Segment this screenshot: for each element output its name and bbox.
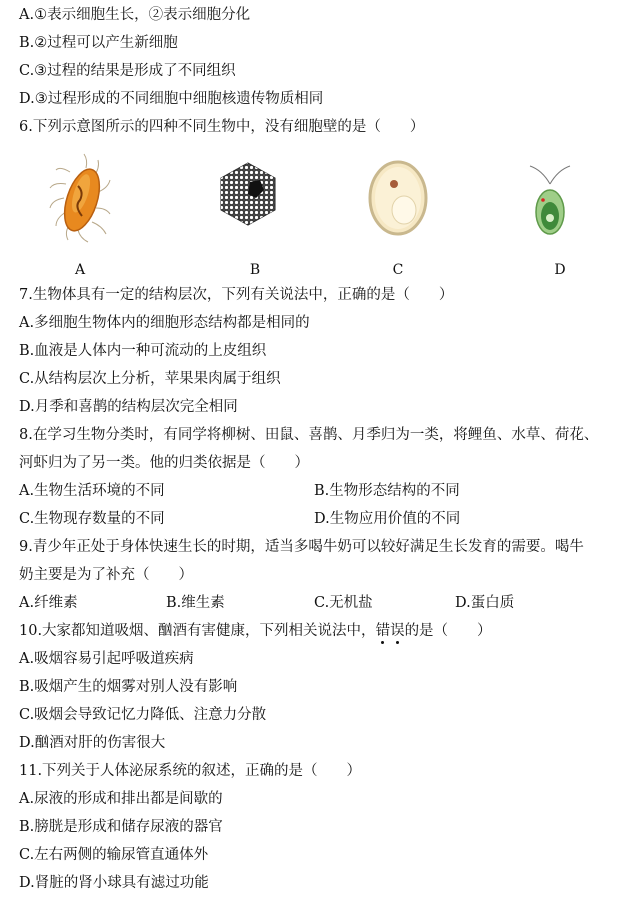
q8-option-c: C.生物现存数量的不同 <box>19 511 165 527</box>
figure-label-a: A <box>74 262 86 278</box>
q9-option-a: A.纤维素 <box>19 595 78 611</box>
q9-option-c: C.无机盐 <box>314 595 373 611</box>
q11-option-c: C.左右两侧的输尿管直通体外 <box>19 847 209 863</box>
q7-option-c: C.从结构层次上分析，苹果果肉属于组织 <box>19 371 281 387</box>
q9-stem-line1: 9.青少年正处于身体快速生长的时期，适当多喝牛奶可以较好满足生长发育的需要。喝牛 <box>19 539 584 555</box>
q6-stem: 6.下列示意图所示的四种不同生物中，没有细胞壁的是（ ） <box>19 119 425 135</box>
q8-stem-line1: 8.在学习生物分类时，有同学将柳树、田鼠、喜鹊、月季归为一类，将鲤鱼、水草、荷花、 <box>19 427 599 443</box>
q5-option-b: B.②过程可以产生新细胞 <box>19 35 178 51</box>
q11-option-a: A.尿液的形成和排出都是间歇的 <box>19 791 223 807</box>
yeast-cell-icon <box>366 158 430 238</box>
q10-option-b: B.吸烟产生的烟雾对别人没有影响 <box>19 679 238 695</box>
figure-label-c: C <box>392 262 404 278</box>
q9-option-d: D.蛋白质 <box>455 595 515 611</box>
figure-label-b: B <box>249 262 261 278</box>
q5-option-a: A.①表示细胞生长，②表示细胞分化 <box>19 7 251 23</box>
q9-option-b: B.维生素 <box>166 595 225 611</box>
q10-emphasis-char-1: 错 <box>375 623 391 639</box>
q10-option-c: C.吸烟会导致记忆力降低、注意力分散 <box>19 707 267 723</box>
q5-option-d: D.③过程形成的不同细胞中细胞核遗传物质相同 <box>19 91 324 107</box>
q10-stem-text: 10.大家都知道吸烟、酗酒有害健康，下列相关说法中， <box>19 623 376 639</box>
q7-option-b: B.血液是人体内一种可流动的上皮组织 <box>19 343 267 359</box>
q10-stem <box>19 622 492 640</box>
q10-emphasis-char-2: 误 <box>390 623 405 639</box>
q11-stem: 11.下列关于人体泌尿系统的叙述，正确的是（ ） <box>19 763 362 779</box>
q9-stem-line2: 奶主要是为了补充（ ） <box>19 567 193 583</box>
q5-option-c: C.③过程的结果是形成了不同组织 <box>19 63 236 79</box>
q8-option-d: D.生物应用价值的不同 <box>314 511 461 527</box>
q10-stem-tail: 的是（ ） <box>404 623 492 639</box>
q11-option-d: D.肾脏的肾小球具有滤过功能 <box>19 875 209 891</box>
virus-icon <box>214 160 282 228</box>
q8-stem-line2: 河虾归为了另一类。他的归类依据是（ ） <box>19 455 309 471</box>
q7-option-a: A.多细胞生物体内的细胞形态结构都是相同的 <box>19 315 310 331</box>
q11-option-b: B.膀胱是形成和储存尿液的器官 <box>19 819 223 835</box>
q10-option-d: D.酗酒对肝的伤害很大 <box>19 735 166 751</box>
chlamydomonas-icon <box>522 160 578 240</box>
q7-option-d: D.月季和喜鹊的结构层次完全相同 <box>19 399 238 415</box>
q8-option-a: A.生物生活环境的不同 <box>19 483 165 499</box>
q7-stem: 7.生物体具有一定的结构层次，下列有关说法中，正确的是（ ） <box>19 287 454 303</box>
q8-option-b: B.生物形态结构的不同 <box>314 483 460 499</box>
q10-option-a: A.吸烟容易引起呼吸道疾病 <box>19 651 194 667</box>
figure-label-d: D <box>554 262 566 278</box>
bacterium-icon <box>48 150 114 250</box>
